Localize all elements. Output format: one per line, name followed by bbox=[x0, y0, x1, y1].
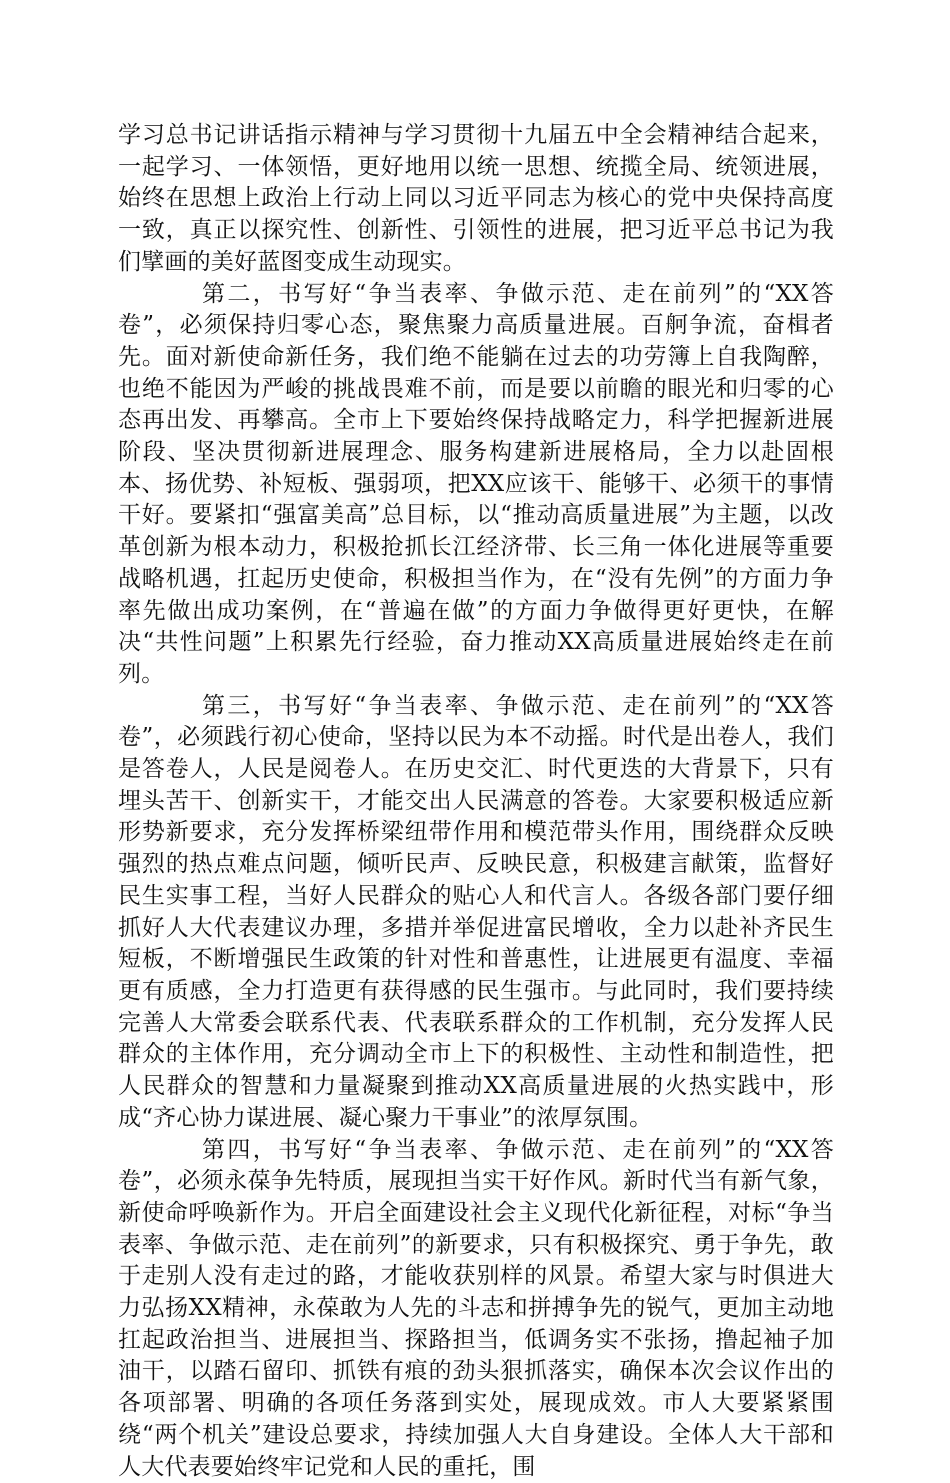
document-body bbox=[118, 120, 834, 1483]
paragraph-fourth: 第四，书写好“争当表率、争做示范、走在前列”的“XX答卷”，必须永葆争先特质，展现担当实干好作风。新时代当有新气象，新使命呼唤新作为。开启全面建设社会主义现代化新征程，对标“争当表率、争做示范、走在前列”的新要求，只有积极探究、勇于争先，敢于走别人没有走过的路，才能收获别样的风景。希望大家与时俱进大力弘扬XX精神，永葆敢为人先的斗志和拼搏争先的锐气，更加主动地扛起政治担当、进展担当、探路担当，低调务实不张扬，撸起袖子加油干，以踏石留印、抓铁有痕的劲头狠抓落实，确保本次会议作出的各项部署、明确的各项任务落到实处，展现成效。市人大要紧紧围绕“两个机关”建设总要求，持续加强人大自身建设。全体人大干部和人大代表要始终牢记党和人民的重托，围 bbox=[118, 1135, 834, 1483]
paragraph-second: 第二，书写好“争当表率、争做示范、走在前列”的“XX答卷”，必须保持归零心态，聚焦聚力高质量进展。百舸争流，奋楫者先。面对新使命新任务，我们绝不能躺在过去的功劳簿上自我陶醉，也绝不能因为严峻的挑战畏难不前，而是要以前瞻的眼光和归零的心态再出发、再攀高。全市上下要始终保持战略定力，科学把握新进展阶段、坚决贯彻新进展理念、服务构建新进展格局，全力以赴固根本、扬优势、补短板、强弱项，把XX应该干、能够干、必须干的事情干好。要紧扣“强富美高”总目标，以“推动高质量进展”为主题，以改革创新为根本动力，积极抢抓长江经济带、长三角一体化进展等重要战略机遇，扛起历史使命，积极担当作为，在“没有先例”的方面力争率先做出成功案例，在“普遍在做”的方面力争做得更好更快，在解决“共性问题”上积累先行经验，奋力推动XX高质量进展始终走在前列。 bbox=[118, 279, 834, 691]
paragraph-third: 第三，书写好“争当表率、争做示范、走在前列”的“XX答卷”，必须践行初心使命，坚持以民为本不动摇。时代是出卷人，我们是答卷人，人民是阅卷人。在历史交汇、时代更迭的大背景下，只有埋头苦干、创新实干，才能交出人民满意的答卷。大家要积极适应新形势新要求，充分发挥桥梁纽带作用和模范带头作用，围绕群众反映强烈的热点难点问题，倾听民声、反映民意，积极建言献策，监督好民生实事工程，当好人民群众的贴心人和代言人。各级各部门要仔细抓好人大代表建议办理，多措并举促进富民增收，全力以赴补齐民生短板，不断增强民生政策的针对性和普惠性，让进展更有温度、幸福更有质感，全力打造更有获得感的民生强市。与此同时，我们要持续完善人大常委会联系代表、代表联系群众的工作机制，充分发挥人民群众的主体作用，充分调动全市上下的积极性、主动性和制造性，把人民群众的智慧和力量凝聚到推动XX高质量进展的火热实践中，形成“齐心协力谋进展、凝心聚力干事业”的浓厚氛围。 bbox=[118, 691, 834, 1135]
paragraph-continued-intro: 学习总书记讲话指示精神与学习贯彻十九届五中全会精神结合起来，一起学习、一体领悟，更好地用以统一思想、统揽全局、统领进展，始终在思想上政治上行动上同以习近平同志为核心的党中央保持高度一致，真正以探究性、创新性、引领性的进展，把习近平总书记为我们擘画的美好蓝图变成生动现实。 bbox=[118, 120, 834, 279]
